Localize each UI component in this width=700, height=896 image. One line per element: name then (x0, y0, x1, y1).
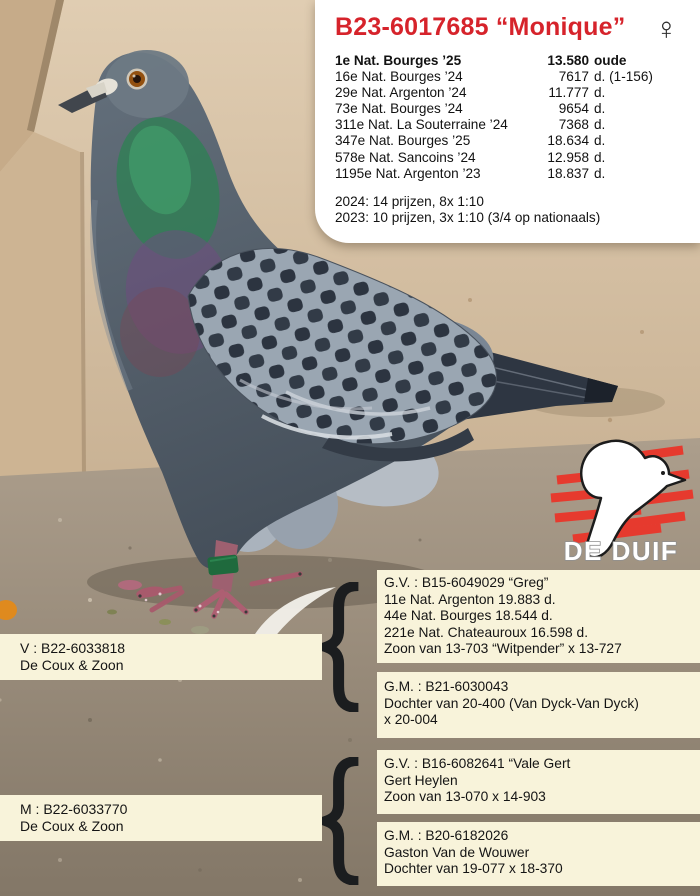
gvm-line: Zoon van 13-070 x 14-903 (384, 789, 546, 805)
mother-breeder: De Coux & Zoon (20, 818, 124, 834)
result-row: 347e Nat. Bourges ’25 18.634 d. (335, 133, 606, 149)
father-box (0, 634, 322, 680)
mother-box (0, 795, 322, 841)
pedigree-brace-top (321, 582, 365, 712)
result-row: 578e Nat. Sancoins ’24 12.958 d. (335, 149, 606, 165)
paternal-grandfather-box (377, 570, 700, 663)
paternal-grandmother-box (377, 672, 700, 738)
gmp-line: x 20-004 (384, 712, 438, 728)
gmm-line: Gaston Van de Wouwer (384, 844, 530, 860)
gvp-line: 44e Nat. Bourges 18.544 d. (384, 608, 553, 624)
gmm-line: Dochter van 19-077 x 18-370 (384, 861, 563, 877)
result-row: 29e Nat. Argenton ’24 11.777 d. (335, 85, 606, 101)
gvp-line: 11e Nat. Argenton 19.883 d. (384, 591, 556, 607)
gvm-line: G.V. : B16-6082641 “Vale Gert (384, 756, 571, 771)
gmm-line: G.M. : B20-6182026 (384, 828, 509, 843)
result-row: 16e Nat. Bourges ’24 7617 d. (1-156) (335, 69, 653, 85)
father-breeder: De Coux & Zoon (20, 657, 124, 673)
mother-ring: M : B22-6033770 (20, 801, 128, 817)
father-ring: V : B22-6033818 (20, 640, 126, 656)
results-list (335, 53, 680, 182)
dove-eye (661, 471, 665, 475)
maternal-grandfather-box (377, 750, 700, 814)
page-title: B23-6017685 “Monique” (335, 13, 626, 41)
gmp-line: Dochter van 20-400 (Van Dyck-Van Dyck) (384, 695, 639, 711)
left-wall (0, 132, 82, 490)
de-duif-logo (543, 436, 700, 566)
result-row: 311e Nat. La Souterraine ’24 7368 d. (335, 117, 606, 133)
title-row (335, 13, 680, 44)
results-card (315, 0, 700, 243)
result-row: 73e Nat. Bourges ’24 9654 d. (335, 101, 606, 117)
result-row: 1e Nat. Bourges ’25 13.580 oude (335, 53, 627, 68)
gvm-line: Gert Heylen (384, 772, 458, 788)
gvp-line: Zoon van 13-703 “Witpender” x 13-727 (384, 641, 622, 657)
female-symbol-icon: ♀ (654, 11, 678, 46)
season-line: 2023: 10 prijzen, 3x 1:10 (3/4 op nationaals) (335, 210, 601, 226)
gvp-line: G.V. : B15-6049029 “Greg” (384, 575, 549, 590)
maternal-grandmother-box (377, 822, 700, 886)
gmp-line: G.M. : B21-6030043 (384, 679, 509, 694)
gvp-line: 221e Nat. Chateauroux 16.598 d. (384, 624, 589, 640)
pedigree-brace-bottom (321, 757, 365, 885)
result-row: 1195e Nat. Argenton ’23 18.837 d. (335, 165, 606, 181)
season-summary (335, 194, 680, 227)
season-line: 2024: 14 prijzen, 8x 1:10 (335, 193, 484, 209)
logo-text: DE DUIF (563, 536, 679, 566)
